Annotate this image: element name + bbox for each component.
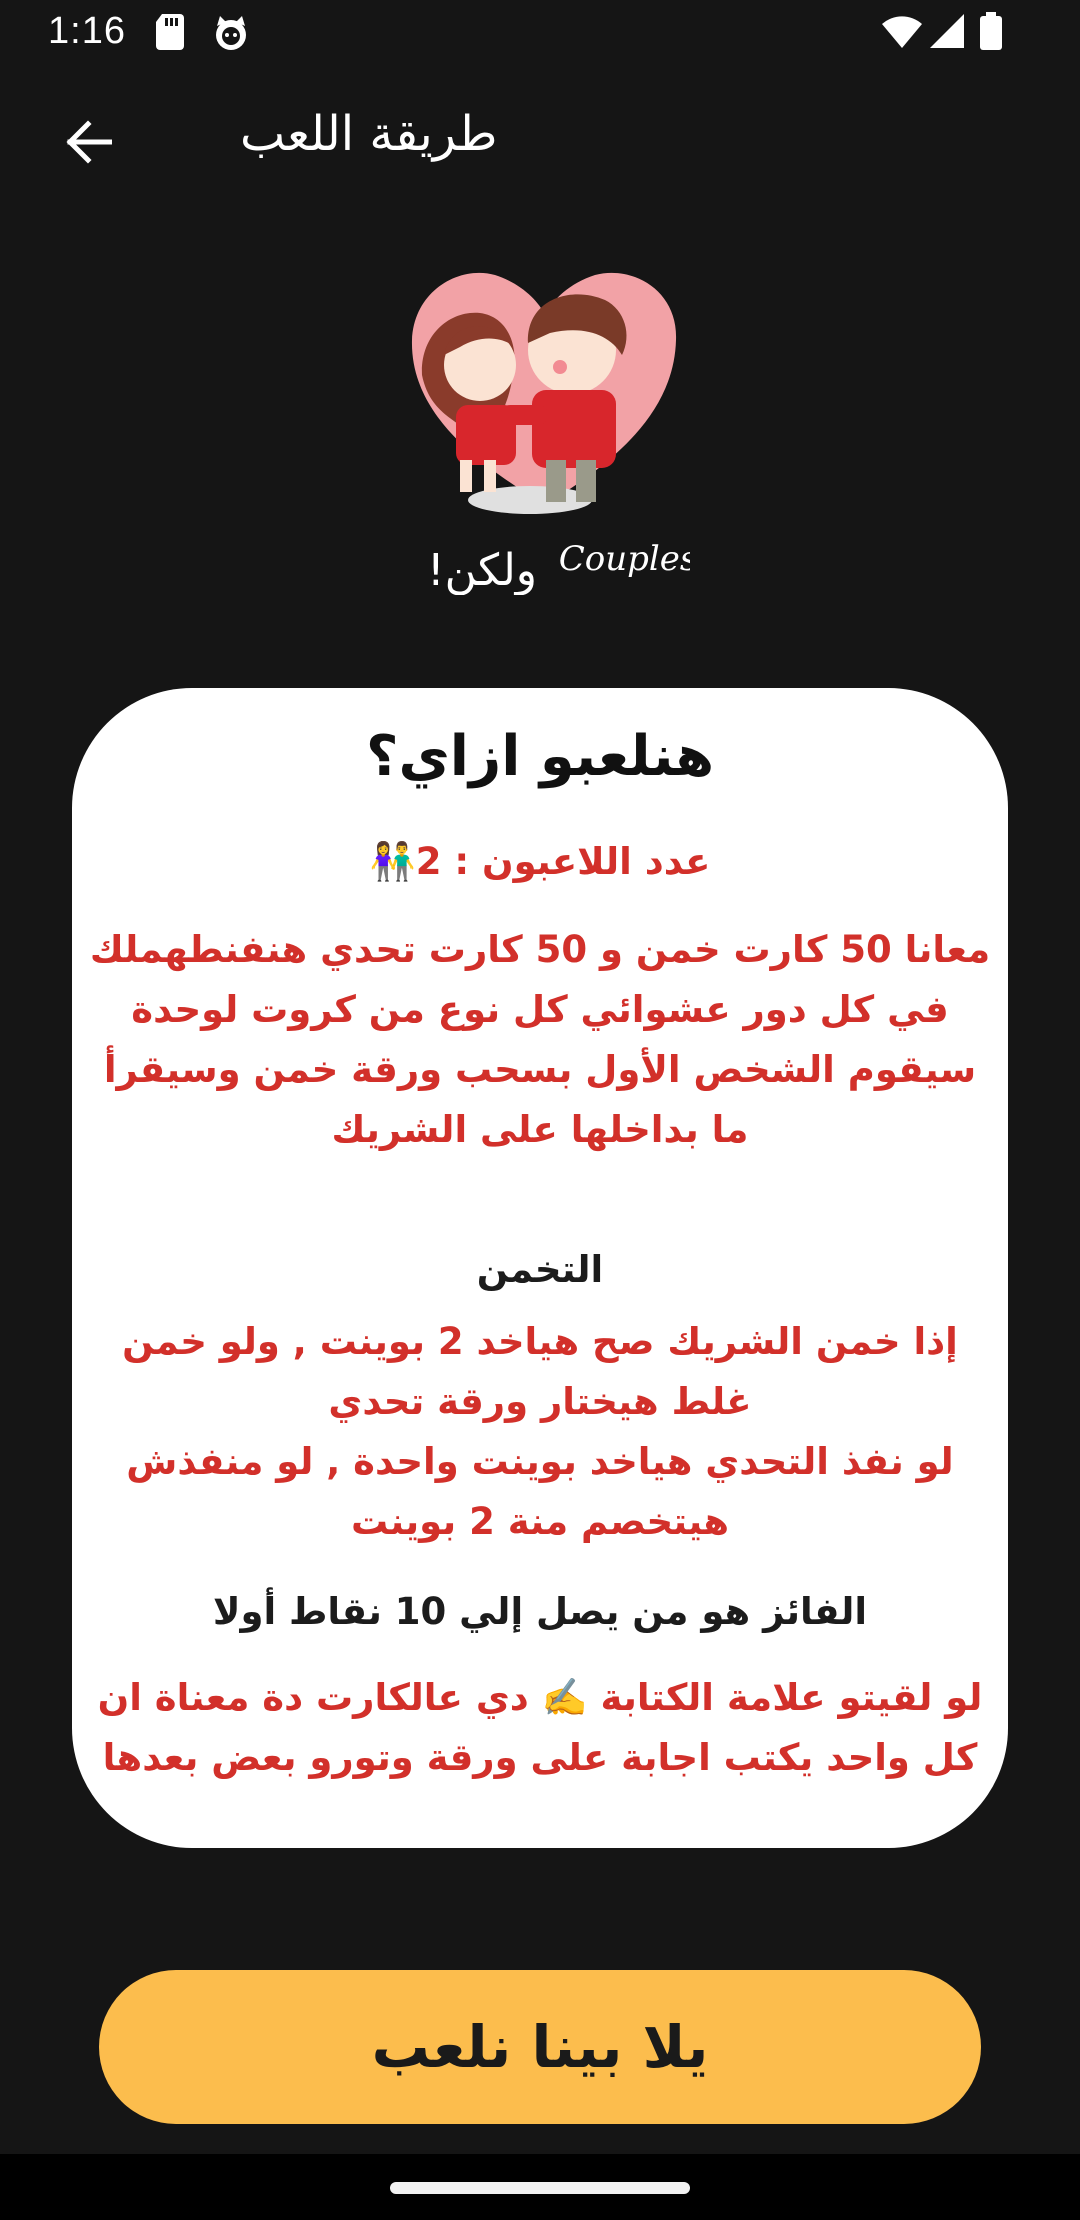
logo-script-text: Couples — [558, 539, 690, 579]
players-count: عدد اللاعبون : 2👫 — [369, 840, 711, 883]
home-indicator[interactable] — [390, 2182, 690, 2194]
winner-rule: الفائز هو من يصل إلي 10 نقاط أولا — [212, 1590, 868, 1633]
logo-arabic-text: ولكن! — [426, 545, 538, 595]
wifi-icon — [882, 16, 922, 52]
guess-heading: التخمن — [476, 1248, 604, 1291]
back-button[interactable] — [52, 108, 124, 180]
status-time: 1:16 — [48, 10, 126, 52]
challenge-rule: لو نفذ التحدي هياخد بوينت واحدة , لو منفذش هيتخصم منة 2 بوينت — [126, 1440, 954, 1543]
writing-note: لو لقيتو علامة الكتابة ✍️ دي عالكارت دة معناة ان كل واحد يكتب اجابة على ورقة وتورو بعض بعدها — [97, 1676, 983, 1779]
battery-icon — [980, 12, 1002, 54]
status-bar — [0, 0, 1080, 66]
intro-text-1: معانا 50 كارت خمن و 50 كارت تحدي هنفنطهملك في كل دور عشوائي كل نوع من كروت لوحدة — [89, 928, 991, 1031]
signal-icon — [930, 14, 964, 52]
navigation-bar — [0, 2154, 1080, 2220]
guess-rule: إذا خمن الشريك صح هياخد 2 بوينت , ولو خمن غلط هيختار ورقة تحدي — [122, 1320, 958, 1423]
play-button[interactable]: يلا بينا نلعب — [99, 1970, 981, 2124]
sd-card-icon — [156, 14, 186, 54]
arrow-left-icon — [64, 120, 112, 168]
cat-icon — [212, 14, 250, 56]
intro-text-2: سيقوم الشخص الأول بسحب ورقة خمن وسيقرأ ما بداخلها على الشريك — [103, 1048, 977, 1151]
card-title: هنلعبو ازاي؟ — [365, 724, 715, 789]
rules-card — [72, 688, 1008, 1848]
page-title: طريقة اللعب — [240, 106, 498, 162]
couples-logo — [400, 255, 690, 595]
